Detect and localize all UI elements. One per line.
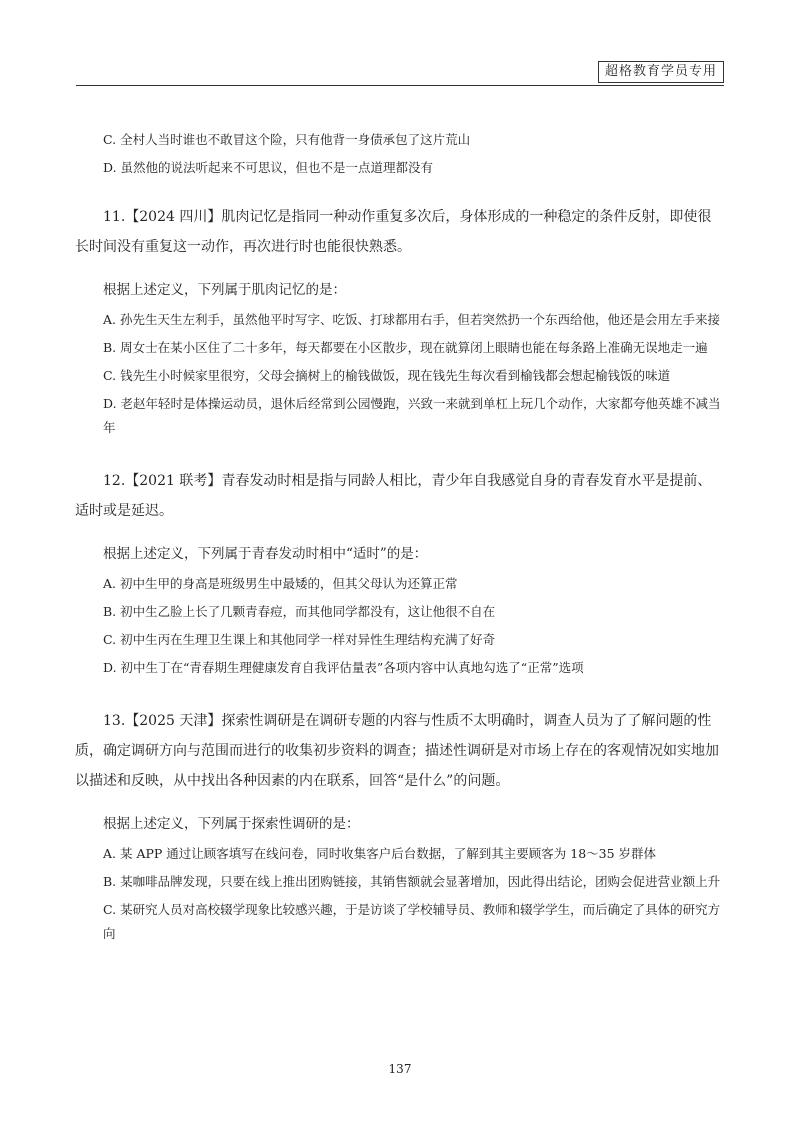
prev-option-d: D. 虽然他的说法听起来不可思议，但也不是一点道理都没有 [103, 160, 434, 175]
question-stem: 13.【2025 天津】探索性调研是在调研专题的内容与性质不太明确时，调查人员为了了解问题的性质，确定调研方向与范围而进行的收集初步资料的调查；描述性调研是对市场上存在的客观情况如实地加以描述和反映，从中找出各种因素的内在联系，回答“是什么”的问题。 [75, 713, 719, 789]
question-13 [75, 706, 723, 946]
option-a: A. 某 APP 通过让顾客填写在线问卷，同时收集客户后台数据，了解到其主要顾客为 18～35 岁群体 [103, 846, 657, 861]
question-stem: 11.【2024 四川】肌肉记忆是指同一种动作重复多次后，身体形成的一种稳定的条件反射，即使很长时间没有重复这一动作，再次进行时也能很快熟悉。 [75, 209, 712, 255]
header-badge: 超格教育学员专用 [598, 61, 724, 83]
option-c: C. 钱先生小时候家里很穷，父母会摘树上的榆钱做饭，现在钱先生每次看到榆钱都会想起榆钱饭的味道 [103, 368, 671, 383]
option-b: B. 某咖啡品牌发现，只要在线上推出团购链接，其销售额就会显著增加，因此得出结论，团购会促进营业额上升 [103, 874, 721, 889]
question-stem: 12.【2021 联考】青春发动时相是指与同龄人相比，青少年自我感觉自身的青春发育水平是提前、适时或是延迟。 [75, 473, 712, 519]
header-rule [76, 85, 724, 86]
option-d: D. 老赵年轻时是体操运动员，退休后经常到公园慢跑，兴致一来就到单杠上玩几个动作，大家都夸他英雄不减当年 [103, 396, 721, 435]
question-instruction: 根据上述定义，下列属于青春发动时相中“适时”的是： [103, 546, 428, 562]
option-b: B. 初中生乙脸上长了几颗青春痘，而其他同学都没有，这让他很不自在 [103, 604, 496, 619]
question-instruction: 根据上述定义，下列属于探索性调研的是： [103, 816, 360, 832]
option-c: C. 初中生丙在生理卫生课上和其他同学一样对异性生理结构充满了好奇 [103, 632, 496, 647]
option-c: C. 某研究人员对高校辍学现象比较感兴趣，于是访谈了学校辅导员、教师和辍学学生，而后确定了具体的研究方向 [103, 902, 721, 941]
question-12 [75, 466, 723, 680]
page-number: 137 [388, 1062, 412, 1076]
prev-option-c: C. 全村人当时谁也不敢冒这个险，只有他背一身债承包了这片荒山 [103, 132, 471, 147]
option-b: B. 周女士在某小区住了二十多年，每天都要在小区散步，现在就算闭上眼睛也能在每条路上准确无误地走一遍 [103, 340, 708, 355]
question-instruction: 根据上述定义，下列属于肌肉记忆的是： [103, 282, 346, 298]
option-a: A. 初中生甲的身高是班级男生中最矮的，但其父母认为还算正常 [103, 576, 458, 591]
page-content [75, 128, 723, 950]
option-a: A. 孙先生天生左利手，虽然他平时写字、吃饭、打球都用右手，但若突然扔一个东西给他，他还是会用左手来接 [103, 312, 720, 327]
question-11 [75, 202, 723, 440]
option-d: D. 初中生丁在“青春期生理健康发育自我评估量表”各项内容中认真地勾选了“正常”选项 [103, 660, 584, 675]
